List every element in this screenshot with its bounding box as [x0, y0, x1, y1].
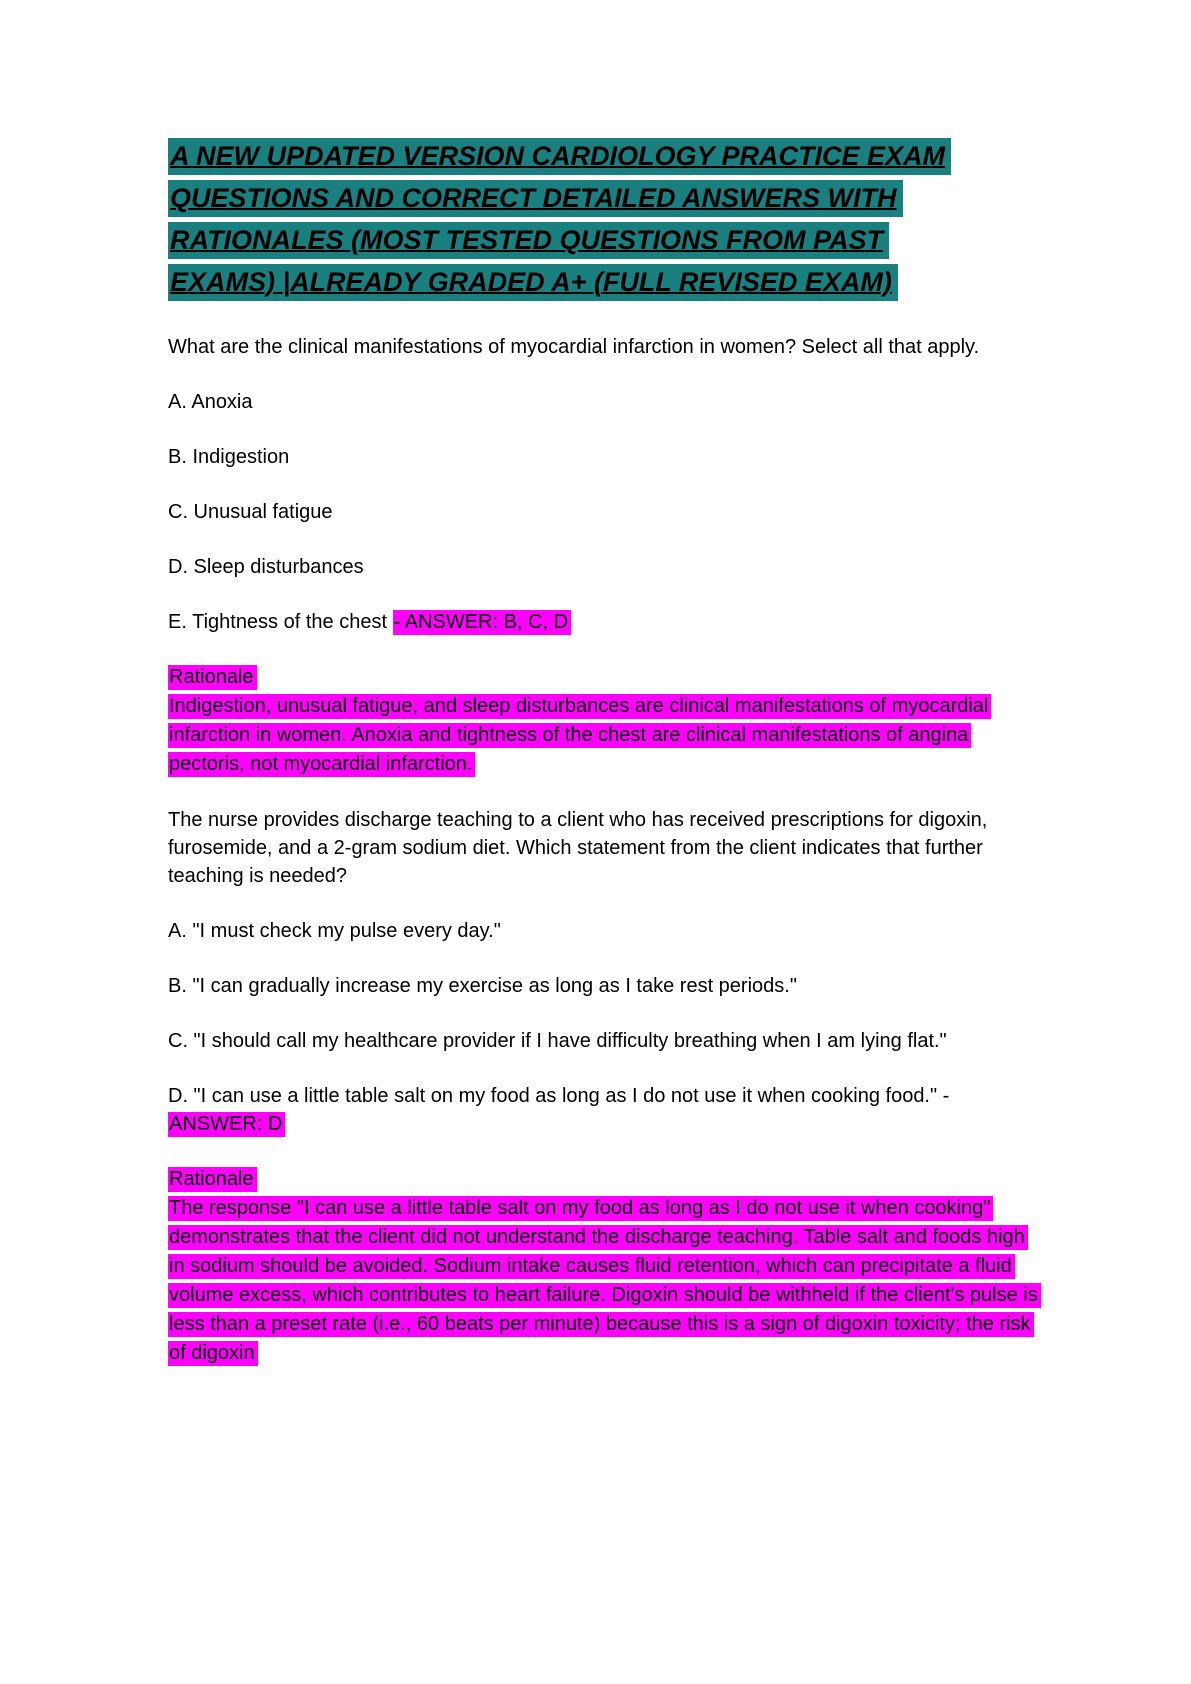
option-line	[168, 608, 1040, 636]
option-line	[168, 972, 1040, 1000]
option-text: D. "I can use a little table salt on my food as long as I do not use it when cooking food." -	[168, 1085, 950, 1107]
document-title	[168, 135, 990, 303]
rationale-block	[168, 1165, 1040, 1368]
question-text: What are the clinical manifestations of myocardial infarction in women? Select all that apply.	[168, 336, 980, 358]
rationale-text: Indigestion, unusual fatigue, and sleep disturbances are clinical manifestations of myocardial infarction in women. Anoxia and tightness of the chest are clinical manifestations of angina pectoris, not myocardial infarction.	[168, 694, 991, 777]
option-line	[168, 498, 1040, 526]
rationale-text: The response "I can use a little table salt on my food as long as I do not use it when cooking" demonstrates that the client did not understand the discharge teaching. Table salt and foods high in sodium should be avoided. Sodium intake causes fluid retention, which can precipitate a fluid volume excess, which contributes to heart failure. Digoxin should be withheld if the client's pulse is less than a preset rate (i.e., 60 beats per minute) because this is a sign of digoxin toxicity; the risk of digoxin	[168, 1196, 1041, 1366]
option-text: A. Anoxia	[168, 391, 253, 413]
option-text: B. Indigestion	[168, 446, 290, 468]
option-line	[168, 917, 1040, 945]
option-line	[168, 1082, 1040, 1138]
questions-container	[168, 333, 1040, 1368]
question-text: The nurse provides discharge teaching to a client who has received prescriptions for digoxin, furosemide, and a 2-gram sodium diet. Which statement from the client indicates that further teaching is needed?	[168, 809, 988, 887]
option-line	[168, 1027, 1040, 1055]
option-line	[168, 388, 1040, 416]
option-text: A. "I must check my pulse every day."	[168, 920, 501, 942]
option-line	[168, 443, 1040, 471]
rationale-label: Rationale	[168, 1167, 257, 1192]
option-text: C. "I should call my healthcare provider if I have difficulty breathing when I am lying flat."	[168, 1030, 947, 1052]
answer-highlight: ANSWER: D	[168, 1112, 285, 1137]
document-title-text: A NEW UPDATED VERSION CARDIOLOGY PRACTICE EXAM QUESTIONS AND CORRECT DETAILED ANSWERS WITH RATIONALES (MOST TESTED QUESTIONS FROM PAST EXAMS) |ALREADY GRADED A+ (FULL REVISED EXAM)	[168, 138, 951, 301]
answer-highlight: - ANSWER: B, C, D	[393, 610, 571, 635]
option-line	[168, 553, 1040, 581]
option-text: E. Tightness of the chest	[168, 611, 393, 633]
option-text: C. Unusual fatigue	[168, 501, 333, 523]
option-text: B. "I can gradually increase my exercise as long as I take rest periods."	[168, 975, 797, 997]
rationale-label: Rationale	[168, 665, 257, 690]
rationale-block	[168, 663, 1040, 779]
option-text: D. Sleep disturbances	[168, 556, 364, 578]
